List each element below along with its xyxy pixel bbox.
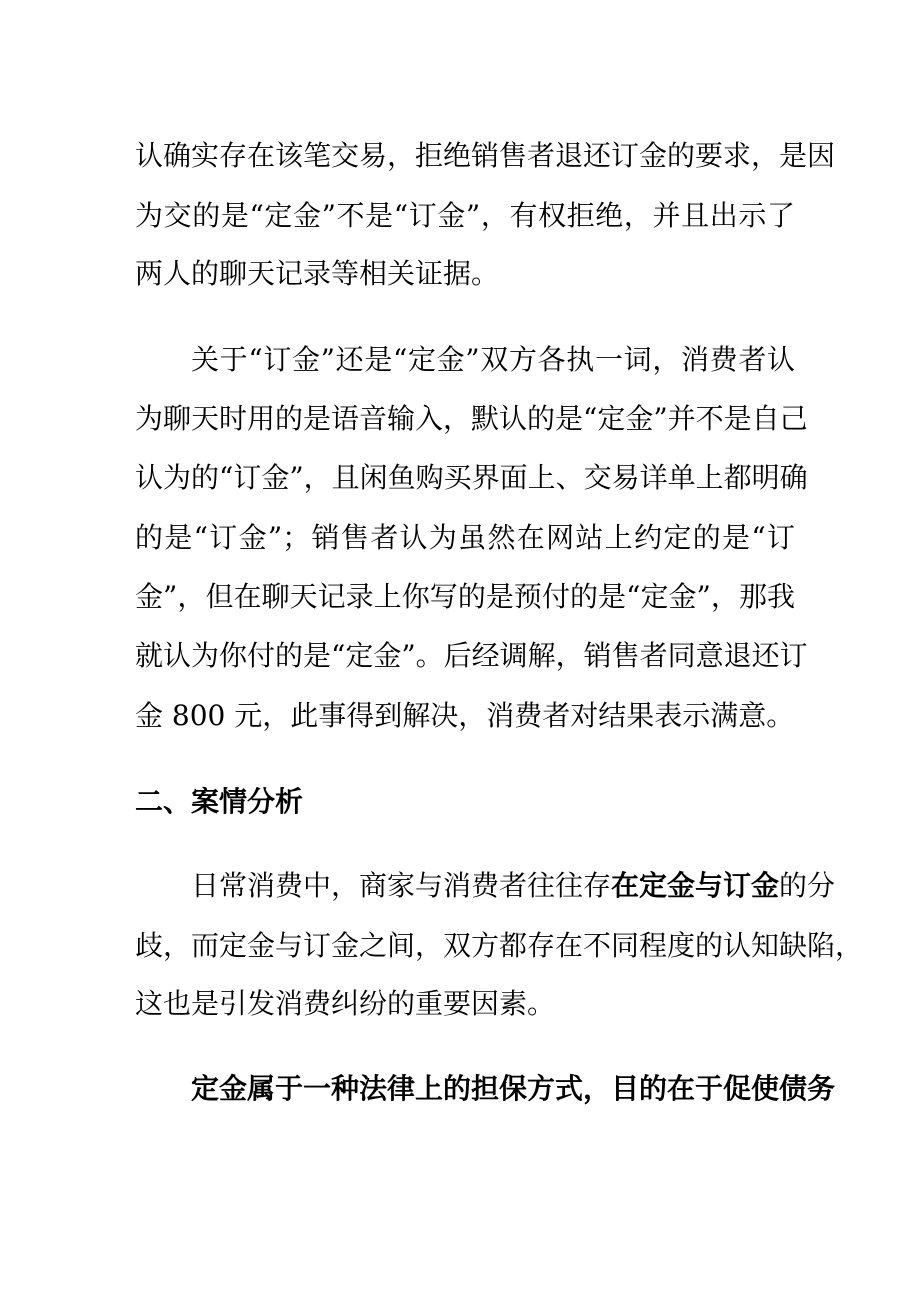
paragraph-1-line-1: 认确实存在该笔交易，拒绝销售者退还订金的要求，是因 xyxy=(135,139,836,172)
paragraph-3-line-2: 歧，而定金与订金之间，双方都存在不同程度的认知缺陷， xyxy=(135,929,864,962)
paragraph-3-line-1 xyxy=(191,866,836,906)
paragraph-1-line-2: 为交的是“定金”不是“订金”，有权拒绝，并且出示了 xyxy=(135,199,795,232)
paragraph-2-line-7: 金 800 元，此事得到解决，消费者对结果表示满意。 xyxy=(135,699,795,732)
paragraph-1-line-3: 两人的聊天记录等相关证据。 xyxy=(135,257,500,290)
paragraph-3-line-1-bold-text: 在定金与订金 xyxy=(611,869,780,902)
paragraph-2-line-2: 为聊天时用的是语音输入，默认的是“定金”并不是自己 xyxy=(135,402,808,435)
section-heading: 二、案情分析 xyxy=(135,785,304,818)
paragraph-3-line-1-text-a: 日常消费中，商家与消费者往往存 xyxy=(191,869,612,902)
paragraph-2-line-1: 关于“订金”还是“定金”双方各执一词，消费者认 xyxy=(191,343,795,376)
paragraph-2-line-6: 就认为你付的是“定金”。后经调解，销售者同意退还订 xyxy=(135,639,808,672)
paragraph-2-line-5: 金”，但在聊天记录上你写的是预付的是“定金”，那我 xyxy=(135,580,795,613)
paragraph-4-line-1: 定金属于一种法律上的担保方式，目的在于促使债务 xyxy=(191,1072,836,1105)
paragraph-2-line-4: 的是“订金”；销售者认为虽然在网站上约定的是“订 xyxy=(135,521,795,554)
paragraph-3-line-3: 这也是引发消费纠纷的重要因素。 xyxy=(135,987,556,1020)
paragraph-3-line-1-text-c: 的分 xyxy=(779,869,836,902)
paragraph-2-line-3: 认为的“订金”，且闲鱼购买界面上、交易详单上都明确 xyxy=(135,461,808,494)
